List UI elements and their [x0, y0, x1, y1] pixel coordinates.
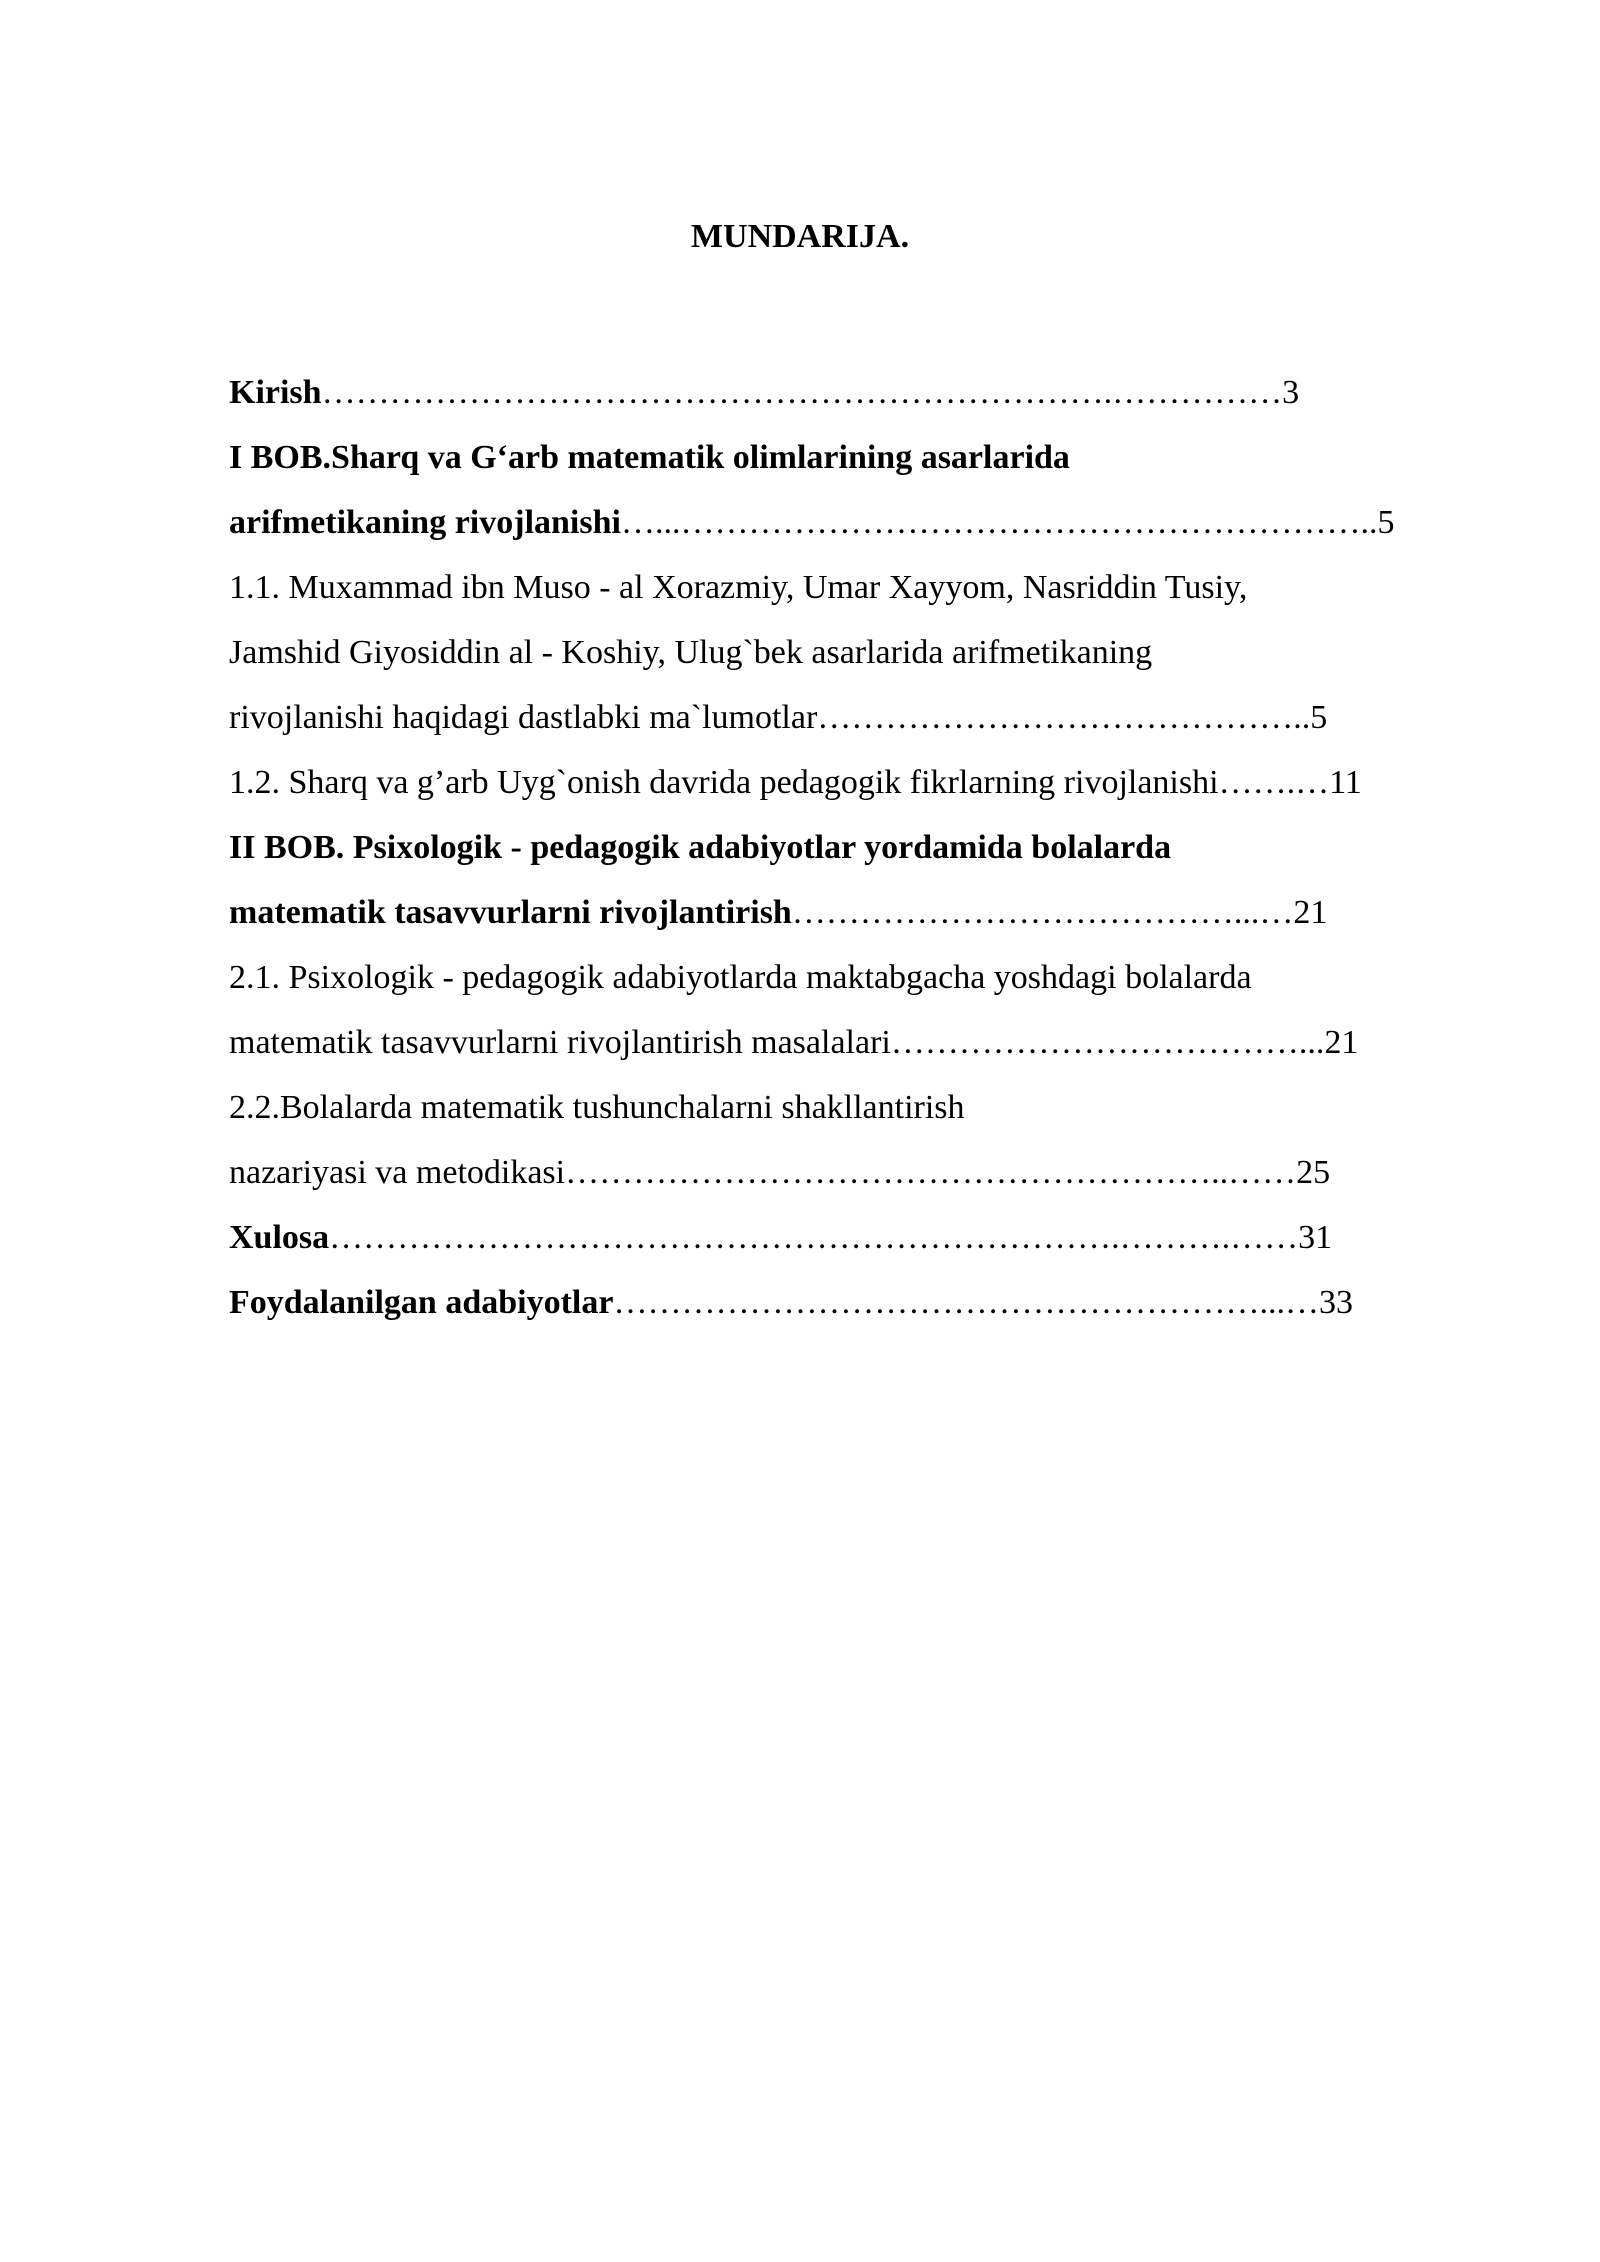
- toc-leader-and-page-number: …………………………………...…21: [791, 894, 1328, 931]
- toc-line: [229, 1075, 1489, 1140]
- toc-entry-title: Foydalanilgan adabiyotlar: [229, 1284, 614, 1321]
- toc-entry-section-1-1: [229, 555, 1489, 750]
- toc-leader-and-page-number: …….…11: [1218, 764, 1362, 801]
- toc-entry-bob-1: [229, 425, 1489, 555]
- toc-leader-and-page-number: …………………………………………………………….……………3: [321, 374, 1300, 411]
- toc-entry-adabiyotlar: [229, 1270, 1489, 1335]
- toc-entry-section-2-2: [229, 1075, 1489, 1205]
- toc-line: [229, 880, 1489, 945]
- toc-line: [229, 945, 1489, 1010]
- toc-line: [229, 1205, 1489, 1270]
- table-of-contents: [229, 360, 1489, 1335]
- toc-leader-and-page-number: …………………………………………………..……25: [565, 1154, 1331, 1191]
- toc-entry-title: rivojlanishi haqidagi dastlabki ma`lumotlar: [229, 699, 818, 736]
- toc-entry-section-2-1: [229, 945, 1489, 1075]
- toc-entry-title: Xulosa: [229, 1219, 330, 1256]
- toc-line: [229, 1010, 1489, 1075]
- toc-line: [229, 685, 1489, 750]
- toc-entry-title: II BOB. Psixologik - pedagogik adabiyotlar yordamida bolalarda: [229, 829, 1172, 866]
- toc-line: [229, 1140, 1489, 1205]
- toc-entry-title: 1.1. Muxammad ibn Muso - al Xorazmiy, Umar Xayyom, Nasriddin Tusiy,: [229, 569, 1248, 606]
- toc-line: [229, 555, 1489, 620]
- toc-entry-title: Jamshid Giyosiddin al - Koshiy, Ulug`bek asarlarida arifmetikaning: [229, 634, 1153, 671]
- toc-entry-title: I BOB.Sharq va G‘arb matematik olimlarining asarlarida: [229, 439, 1070, 476]
- toc-entry-title: 2.2.Bolalarda matematik tushunchalarni shakllantirish: [229, 1089, 965, 1126]
- toc-leader-and-page-number: ……………………………………..5: [817, 699, 1328, 736]
- toc-entry-title: 2.1. Psixologik - pedagogik adabiyotlarda maktabgacha yoshdagi bolalarda: [229, 959, 1252, 996]
- toc-entry-section-1-2: [229, 750, 1489, 815]
- toc-leader-and-page-number: …...……………………………………………………..5: [620, 504, 1395, 541]
- toc-leader-and-page-number: ………………………………...21: [890, 1024, 1359, 1061]
- toc-line: [229, 490, 1489, 555]
- toc-entry-title: arifmetikaning rivojlanishi: [229, 504, 621, 541]
- toc-entry-title: nazariyasi va metodikasi: [229, 1154, 566, 1191]
- toc-entry-xulosa: [229, 1205, 1489, 1270]
- toc-leader-and-page-number: …………………………………………………………….……….……31: [329, 1219, 1333, 1256]
- toc-line: [229, 1270, 1489, 1335]
- toc-entry-title: matematik tasavvurlarni rivojlantirish masalalari: [229, 1024, 891, 1061]
- toc-line: [229, 425, 1489, 490]
- toc-line: [229, 815, 1489, 880]
- toc-leader-and-page-number: …………………………………………………...…33: [613, 1284, 1353, 1321]
- toc-entry-title: matematik tasavvurlarni rivojlantirish: [229, 894, 792, 931]
- toc-entry-kirish: [229, 360, 1489, 425]
- toc-line: [229, 360, 1489, 425]
- toc-line: [229, 750, 1489, 815]
- toc-line: [229, 620, 1489, 685]
- toc-entry-title: Kirish: [229, 374, 322, 411]
- page-title: MUNDARIJA.: [690, 218, 910, 255]
- toc-entry-title: 1.2. Sharq va g’arb Uyg`onish davrida pedagogik fikrlarning rivojlanishi: [229, 764, 1219, 801]
- toc-entry-bob-2: [229, 815, 1489, 945]
